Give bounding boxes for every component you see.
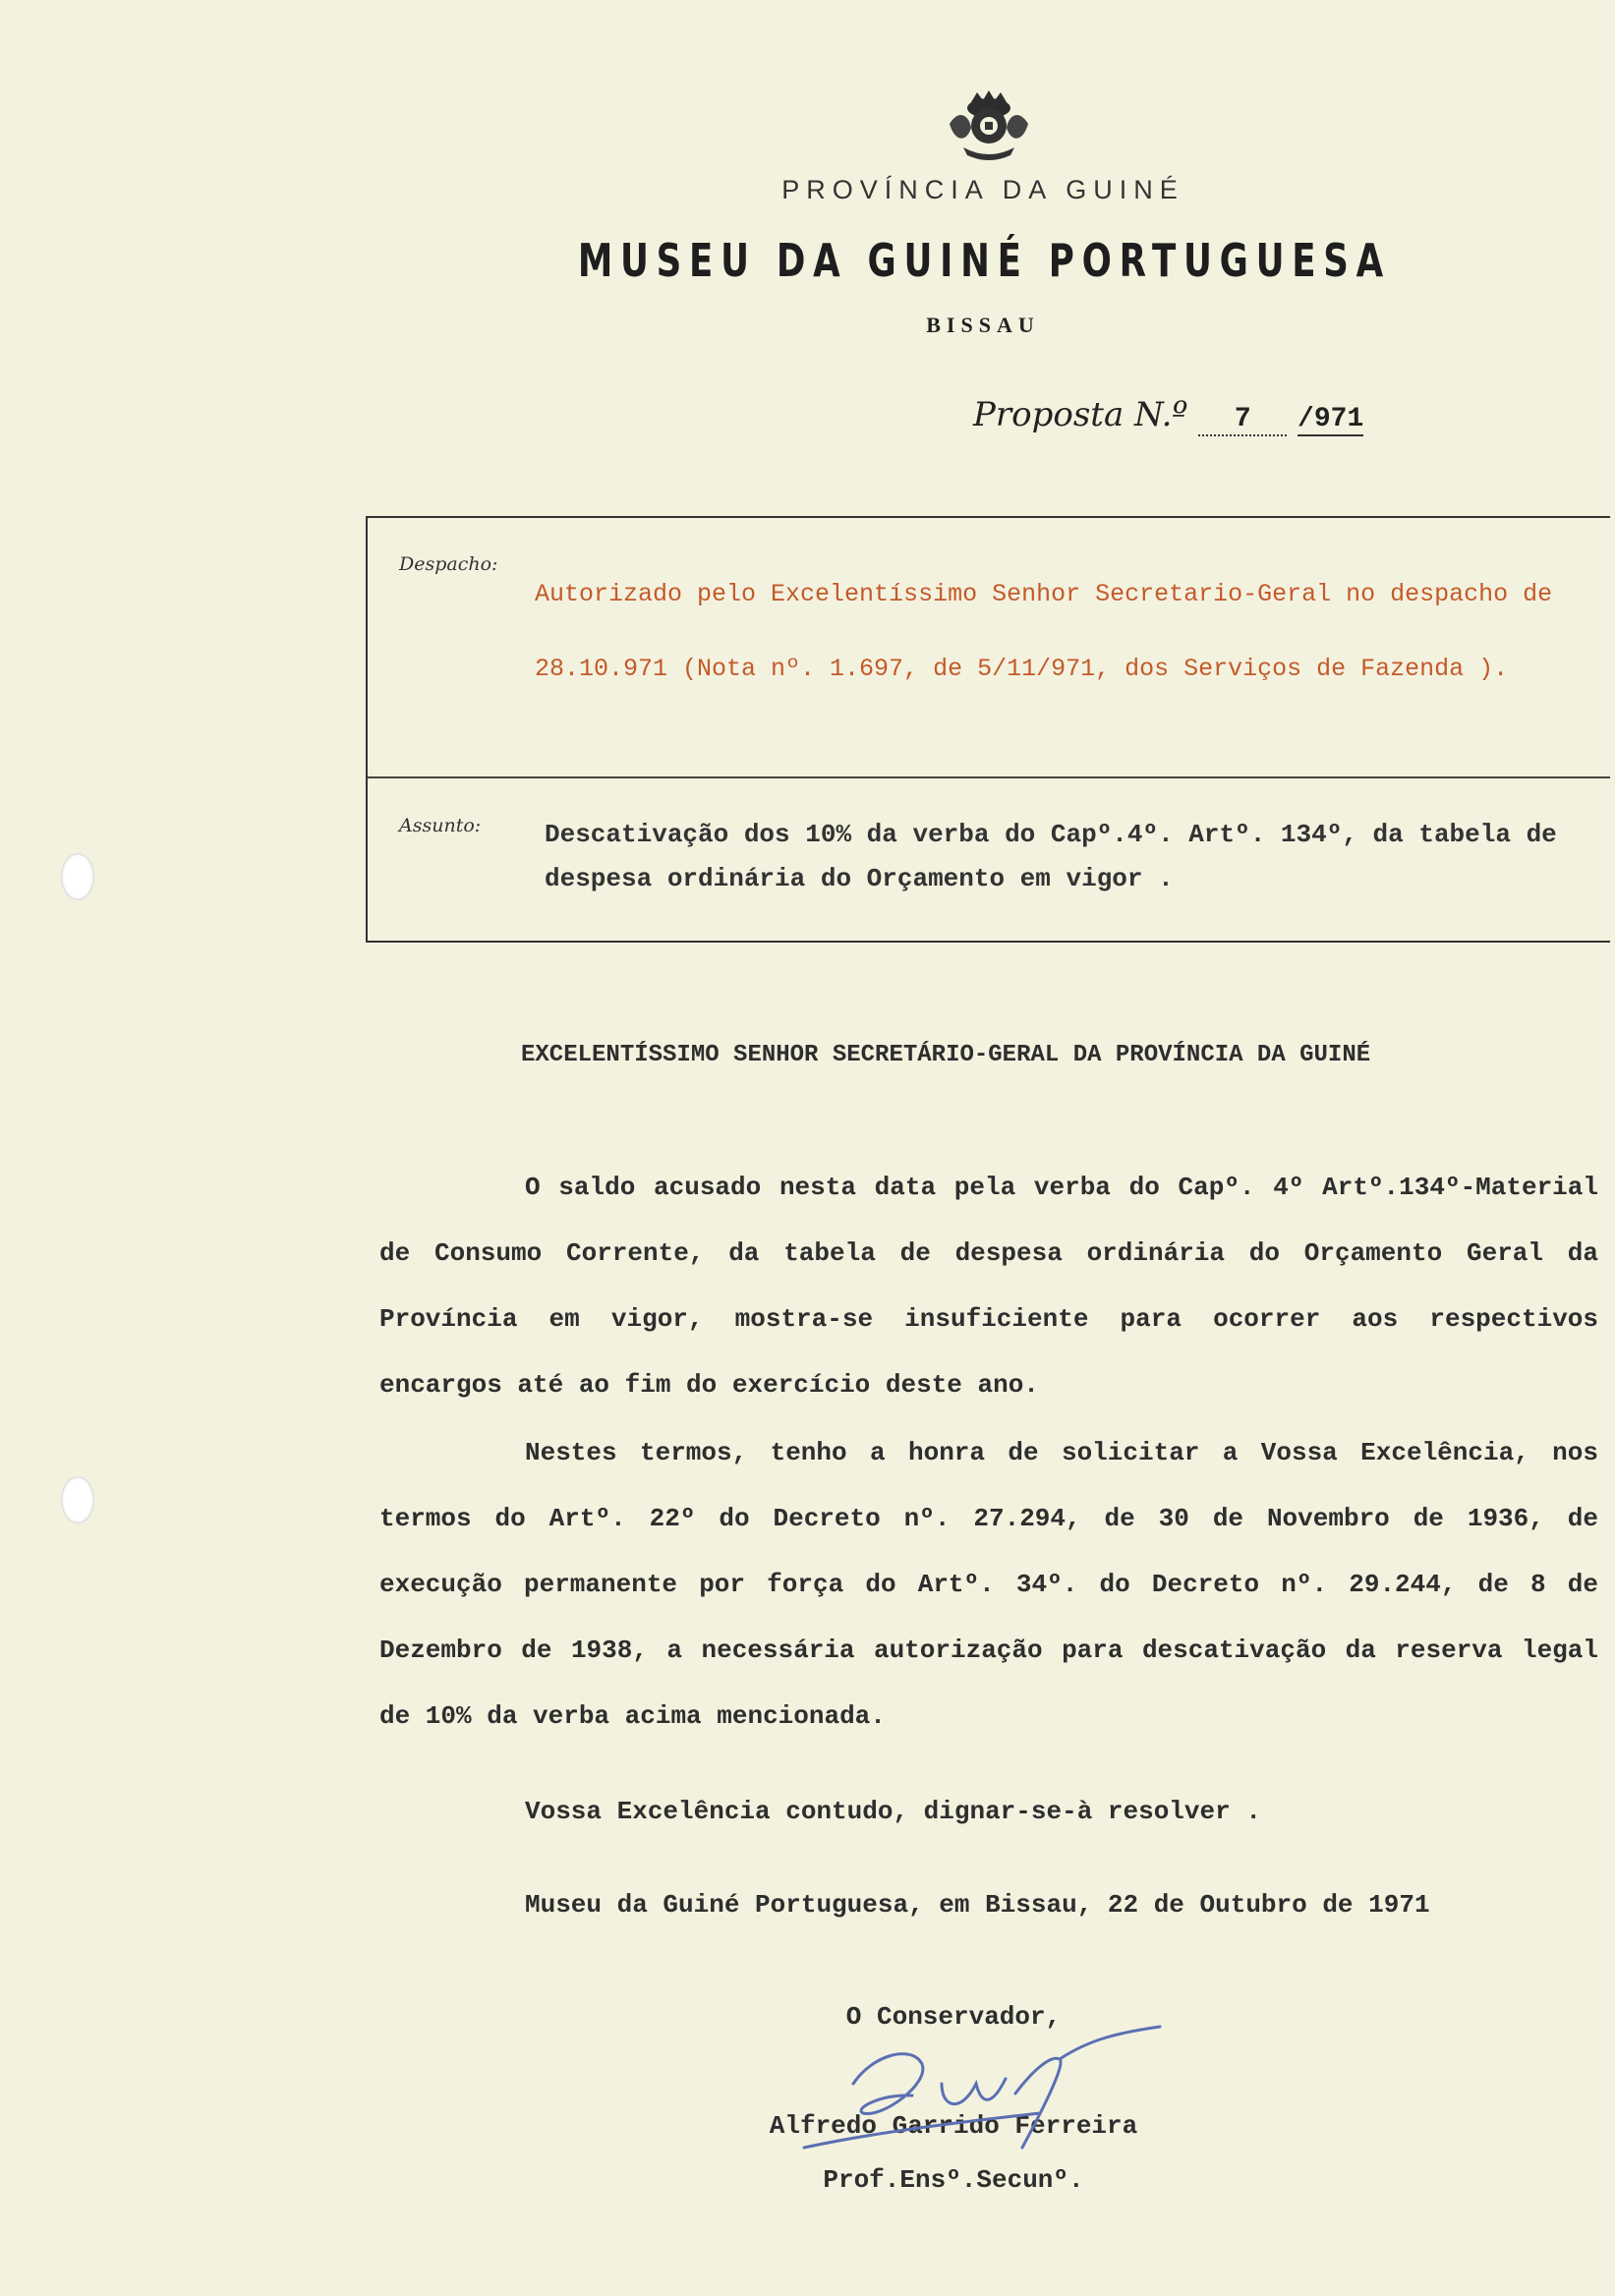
box-divider — [368, 776, 1610, 778]
punch-hole-top — [61, 853, 94, 900]
letter-closing: Vossa Excelência contudo, dignar-se-à resolver . — [525, 1797, 1261, 1826]
letter-paragraph-1: O saldo acusado nesta data pela verba do Capº. 4º Artº.134º-Material de Consumo Corrente, da tabela de despesa ordinária do Orçamento Geral da Província em vigor, mostra-se insuficiente para ocorrer aos respectivos encargos até ao fim do exercício deste ano. — [379, 1173, 1598, 1400]
dispatch-subject-box — [366, 516, 1610, 943]
proposal-year: /971 — [1298, 404, 1364, 434]
proposal-number-line — [973, 395, 1363, 436]
letter-place-date: Museu da Guiné Portuguesa, em Bissau, 22 de Outubro de 1971 — [525, 1890, 1430, 1920]
assunto-text: Descativação dos 10% da verba do Capº.4º. Artº. 134º, da tabela de despesa ordinária do Orçamento em vigor . — [545, 820, 1557, 893]
crest-emblem-icon — [942, 88, 1036, 163]
despacho-label: Despacho: — [399, 553, 498, 575]
province-heading: PROVÍNCIA DA GUINÉ — [781, 175, 1184, 204]
signatory-role: Prof.Ensº.Secunº. — [823, 2165, 1084, 2195]
museum-title: MUSEU DA GUINÉ PORTUGUESA — [577, 234, 1391, 287]
letter-salutation: EXCELENTÍSSIMO SENHOR SECRETÁRIO-GERAL DA PROVÍNCIA DA GUINÉ — [521, 1042, 1371, 1068]
letter-paragraph-2: Nestes termos, tenho a honra de solicitar a Vossa Excelência, nos termos do Artº. 22º do Decreto nº. 27.294, de 30 de Novembro de 1936, de execução permanente por força do Artº. 34º. do Decreto nº. 29.244, de 8 de Dezembro de 1938, a necessária autorização para descativação da reserva legal de 10% da verba acima mencionada. — [379, 1438, 1598, 1731]
handwritten-signature-icon — [794, 2025, 1178, 2152]
punch-hole-bottom — [61, 1476, 94, 1523]
signatory-name: Alfredo Garrido Ferreira — [769, 2111, 1138, 2141]
proposal-label: Proposta N.º — [973, 395, 1188, 434]
assunto-label: Assunto: — [399, 815, 482, 836]
despacho-text: Autorizado pelo Excelentíssimo Senhor Secretario-Geral no despacho de 28.10.971 (Nota nº. 1.697, de 5/11/971, dos Serviços de Fazenda ). — [535, 580, 1553, 683]
proposal-number: 7 — [1198, 404, 1287, 436]
city-heading: BISSAU — [926, 313, 1040, 337]
signatory-title: O Conservador, — [845, 2002, 1062, 2032]
